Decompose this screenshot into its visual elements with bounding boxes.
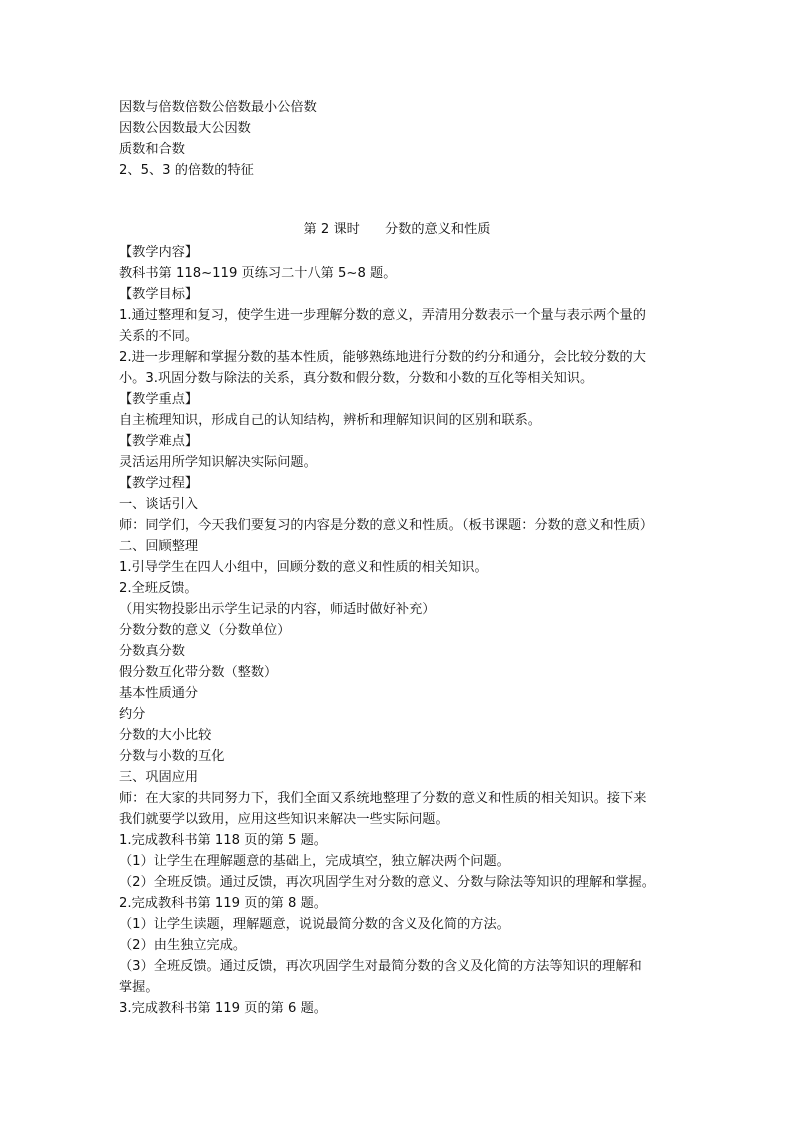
body-line: 教科书第 118~119 页练习二十八第 5~8 题。 — [119, 266, 397, 281]
outline-line: 质数和合数 — [119, 142, 185, 157]
outline-line: 因数公因数最大公因数 — [119, 121, 251, 136]
body-line: 基本性质通分 — [119, 686, 199, 701]
lesson-title: 第 2 课时 分数的意义和性质 — [303, 222, 491, 237]
body-line: 自主梳理知识，形成自己的认知结构，辨析和理解知识间的区别和联系。 — [119, 413, 541, 428]
body-line: 假分数互化带分数（整数） — [119, 665, 278, 680]
body-line: 分数的大小比较 — [119, 728, 212, 743]
section-heading: 【教学目标】 — [119, 287, 199, 302]
body-line: （用实物投影出示学生记录的内容，师适时做好补充） — [119, 602, 436, 617]
body-line: 2.完成教科书第 119 页的第 8 题。 — [119, 896, 327, 911]
body-line: 小。3.巩固分数与除法的关系，真分数和假分数，分数和小数的互化等相关知识。 — [119, 371, 594, 386]
body-line: （1）让学生读题，理解题意，说说最简分数的含义及化简的方法。 — [119, 917, 510, 932]
body-line: 1.完成教科书第 118 页的第 5 题。 — [119, 833, 327, 848]
lesson-body — [119, 242, 689, 1019]
body-line: （2）全班反馈。通过反馈，再次巩固学生对分数的意义、分数与除法等知识的理解和掌握。 — [119, 875, 655, 890]
body-line: 1.引导学生在四人小组中，回顾分数的意义和性质的相关知识。 — [119, 560, 488, 575]
body-line: （1）让学生在理解题意的基础上，完成填空，独立解决两个问题。 — [119, 854, 510, 869]
subsection-heading: 一、谈话引入 — [119, 497, 199, 512]
section-heading: 【教学难点】 — [119, 434, 199, 449]
body-line: 师：同学们，今天我们要复习的内容是分数的意义和性质。（板书课题：分数的意义和性质） — [119, 518, 654, 533]
body-line: 2.全班反馈。 — [119, 581, 198, 596]
subsection-heading: 三、巩固应用 — [119, 770, 199, 785]
body-line: 掌握。 — [119, 980, 159, 995]
outline-block — [119, 97, 679, 181]
subsection-heading: 二、回顾整理 — [119, 539, 199, 554]
section-heading: 【教学重点】 — [119, 392, 199, 407]
body-line: 关系的不同。 — [119, 329, 199, 344]
body-line: 灵活运用所学知识解决实际问题。 — [119, 455, 317, 470]
body-line: （2）由生独立完成。 — [119, 938, 247, 953]
body-line: 2.进一步理解和掌握分数的基本性质，能够熟练地进行分数的约分和通分，会比较分数的大 — [119, 350, 646, 365]
body-line: 分数分数的意义（分数单位） — [119, 623, 291, 638]
body-line: 分数与小数的互化 — [119, 749, 225, 764]
body-line: （3）全班反馈。通过反馈，再次巩固学生对最简分数的含义及化简的方法等知识的理解和 — [119, 959, 642, 974]
body-line: 我们就要学以致用，应用这些知识来解决一些实际问题。 — [119, 812, 449, 827]
section-heading: 【教学过程】 — [119, 476, 199, 491]
body-line: 分数真分数 — [119, 644, 185, 659]
body-line: 师：在大家的共同努力下，我们全面又系统地整理了分数的意义和性质的相关知识。接下来 — [119, 791, 647, 806]
body-line: 约分 — [119, 707, 146, 722]
outline-line: 因数与倍数倍数公倍数最小公倍数 — [119, 100, 317, 115]
section-heading: 【教学内容】 — [119, 245, 199, 260]
outline-line: 2、5、3 的倍数的特征 — [119, 163, 254, 178]
body-line: 1.通过整理和复习，使学生进一步理解分数的意义，弄清用分数表示一个量与表示两个量的 — [119, 308, 646, 323]
body-line: 3.完成教科书第 119 页的第 6 题。 — [119, 1001, 327, 1016]
